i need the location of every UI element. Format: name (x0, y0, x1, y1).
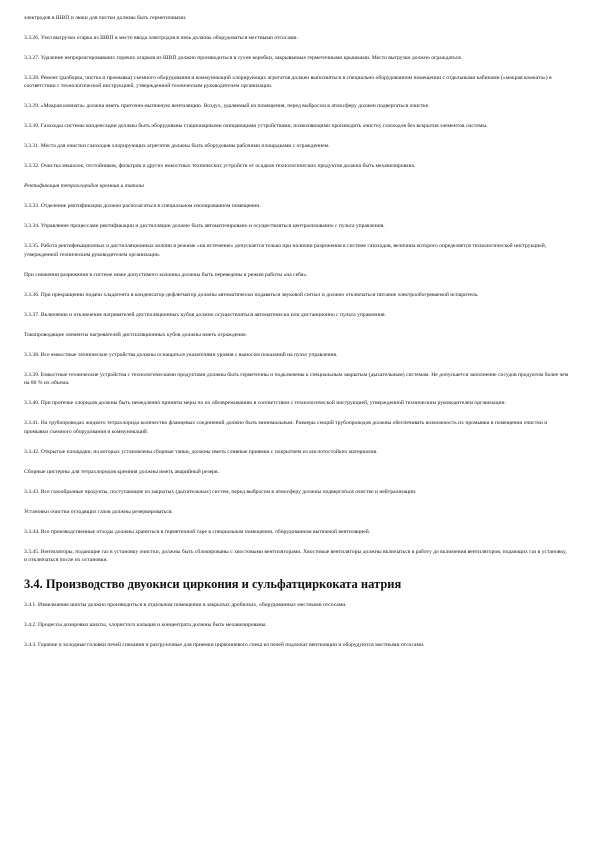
section-heading: 3.4. Производство двуокиси циркония и сульфатциркоката натрия (24, 577, 402, 592)
paragraph: 3.3.42. Открытые площадки, на которых установлены сборные танки, должны иметь сливные приямки с покрытием из кислотостойких материалов. (24, 448, 378, 455)
paragraph: 3.3.31. Места для очистки газоходов хлорирующих агрегатов должны быть оборудованы рабочими площадками с ограждением. (24, 143, 330, 150)
paragraph: 3.3.45. Вентиляторы, подающие газ в установку очистки, должны быть сблокированы с хвостовыми вентиляторами. Хвостовые вентиляторы должны включаться в работу до включения вентиляторов, подающих газ в установку, и отключаться после их остановки. (24, 548, 567, 564)
paragraph: Токопроводящие элементы нагревателей дистилляционных кубов должны иметь ограждение. (24, 331, 248, 338)
paragraph: 3.3.43. Все газообразные продукты, поступающие из закрытых (дыхательных) систем, перед выбросом в атмосферу должны подвергаться очистке и нейтрализации. (24, 488, 417, 495)
paragraph: 3.3.44. Все производственные отходы должны храниться в герметичной таре в специальном помещении, оборудованном вытяжной вентиляцией. (24, 528, 371, 535)
paragraph: 3.3.39. Емкостные технические устройства с технологическими продуктами должны быть герметичны и подключены к специальным закрытым (дыхательным) системам. Не допускается заполнение сосудов продуктом более чем на 80 % их объема. (24, 371, 569, 387)
subsection-title: Ректификация тетрахлоридов кремния и титана (24, 183, 145, 190)
paragraph: Установки очистки отходящих газов должны резервироваться. (24, 508, 173, 515)
paragraph: 3.3.35. Работа ректификационных и дистилляционных колонн в режиме «на истечение» допускается только при наличии разрежения в системе газоходов, величина которого определяется технологической инструкцией, утвержденной техническим руководителем организации. (24, 243, 547, 258)
paragraph: 3.3.40. При протечке хлоридов должны быть немедленно приняты меры по их обезвреживанию в соответствии с технологической инструкцией, утвержденной техническим руководителем организации. (24, 400, 506, 407)
paragraph: 3.4.3. Горячие и холодные головки печей спекания и разгрузочные для приемки циркониевого спека из печей подлежат вентиляции и оборудуются местными отсосами. (24, 642, 425, 649)
paragraph: 3.3.27. Удаление непрореагировавших горячих огарков из ШВП должно производиться в сухие коробки, закрываемые герметичными крышками. Место выгрузки должно ограждаться. (24, 55, 463, 61)
paragraph: 3.3.34. Управление процессами ректификации и дистилляции должно быть автоматизировано и осуществляться централизованно с пульта управления. (24, 223, 385, 230)
paragraph: При снижении разрежения в системе ниже допустимого колонны должны быть переведены в режим работы «на себя». (24, 271, 308, 278)
paragraph: 3.3.32. Очистка мешалок, отстойников, фильтров и других емкостных технических устройств от осадков технологических продуктов должна быть механизирована. (24, 163, 416, 170)
paragraph: 3.3.41. На трубопроводах жидкого тетрахлорида количество фланцевых соединений должно быть минимальным. Размеры секций трубопроводов должны обеспечивать возможность их промывки в помещении очистки и промывки съемного оборудования и коммуникаций. (24, 420, 548, 435)
paragraph: 3.3.29. «Мокрая комната» должна иметь приточно-вытяжную вентиляцию. Воздух, удаляемый из помещения, перед выбросом в атмосферу должен подвергаться очистке. (24, 103, 430, 110)
paragraph: 3.4.1. Измельчение шихты должно производиться в отдельном помещении в закрытых дробилках, оборудованных местными отсосами. (24, 602, 347, 609)
paragraph: Сборные цистерны для тетрахлоридов кремния должны иметь аварийный резерв. (24, 468, 220, 475)
paragraph: 3.3.30. Газоходы системы конденсации должны быть оборудованы стационарными очищающими устройствами, позволяющими производить очистку газоходов без вскрытия элементов системы. (24, 123, 488, 130)
paragraph: 3.3.36. При прекращении подачи хладагента в конденсатор-дефлегматор должны автоматически подаваться звуковой сигнал и должно отключаться питание электрообогреваемой испаритель. (24, 291, 479, 298)
paragraph: 3.3.38. Все емкостные технические устройства должны оснащаться указателями уровня с выносом показаний на пульт управления. (24, 351, 338, 358)
paragraph: 3.3.28. Ремонт (разборка, чистка и промывка) съемного оборудования и коммуникаций хлорирующих агрегатов должен выполняться в специально оборудованном помещении с отдельными кабинами («мокрая комната») в соответствии с технологической инструкцией, утвержденной техническим руководителем организации. (24, 75, 552, 90)
paragraph: 3.3.37. Включение и отключение нагревателей дистилляционных кубов должно осуществляться автоматически или дистанционно с пульта управления. (24, 311, 387, 318)
paragraph: электродов в ШВП и люки для чистки должны быть герметичными. (24, 15, 187, 21)
paragraph: 3.4.2. Процессы дозировки шихты, хлористого кальция и концентрата должны быть механизированы. (24, 622, 267, 629)
paragraph: 3.3.33. Отделение ректификации должно располагаться в специальном изолированном помещении. (24, 203, 261, 210)
paragraph: 3.3.26. Узел выгрузки огарка из ШВП в месте ввода электродов в печь должны оборудоваться местными отсосами. (24, 35, 298, 41)
